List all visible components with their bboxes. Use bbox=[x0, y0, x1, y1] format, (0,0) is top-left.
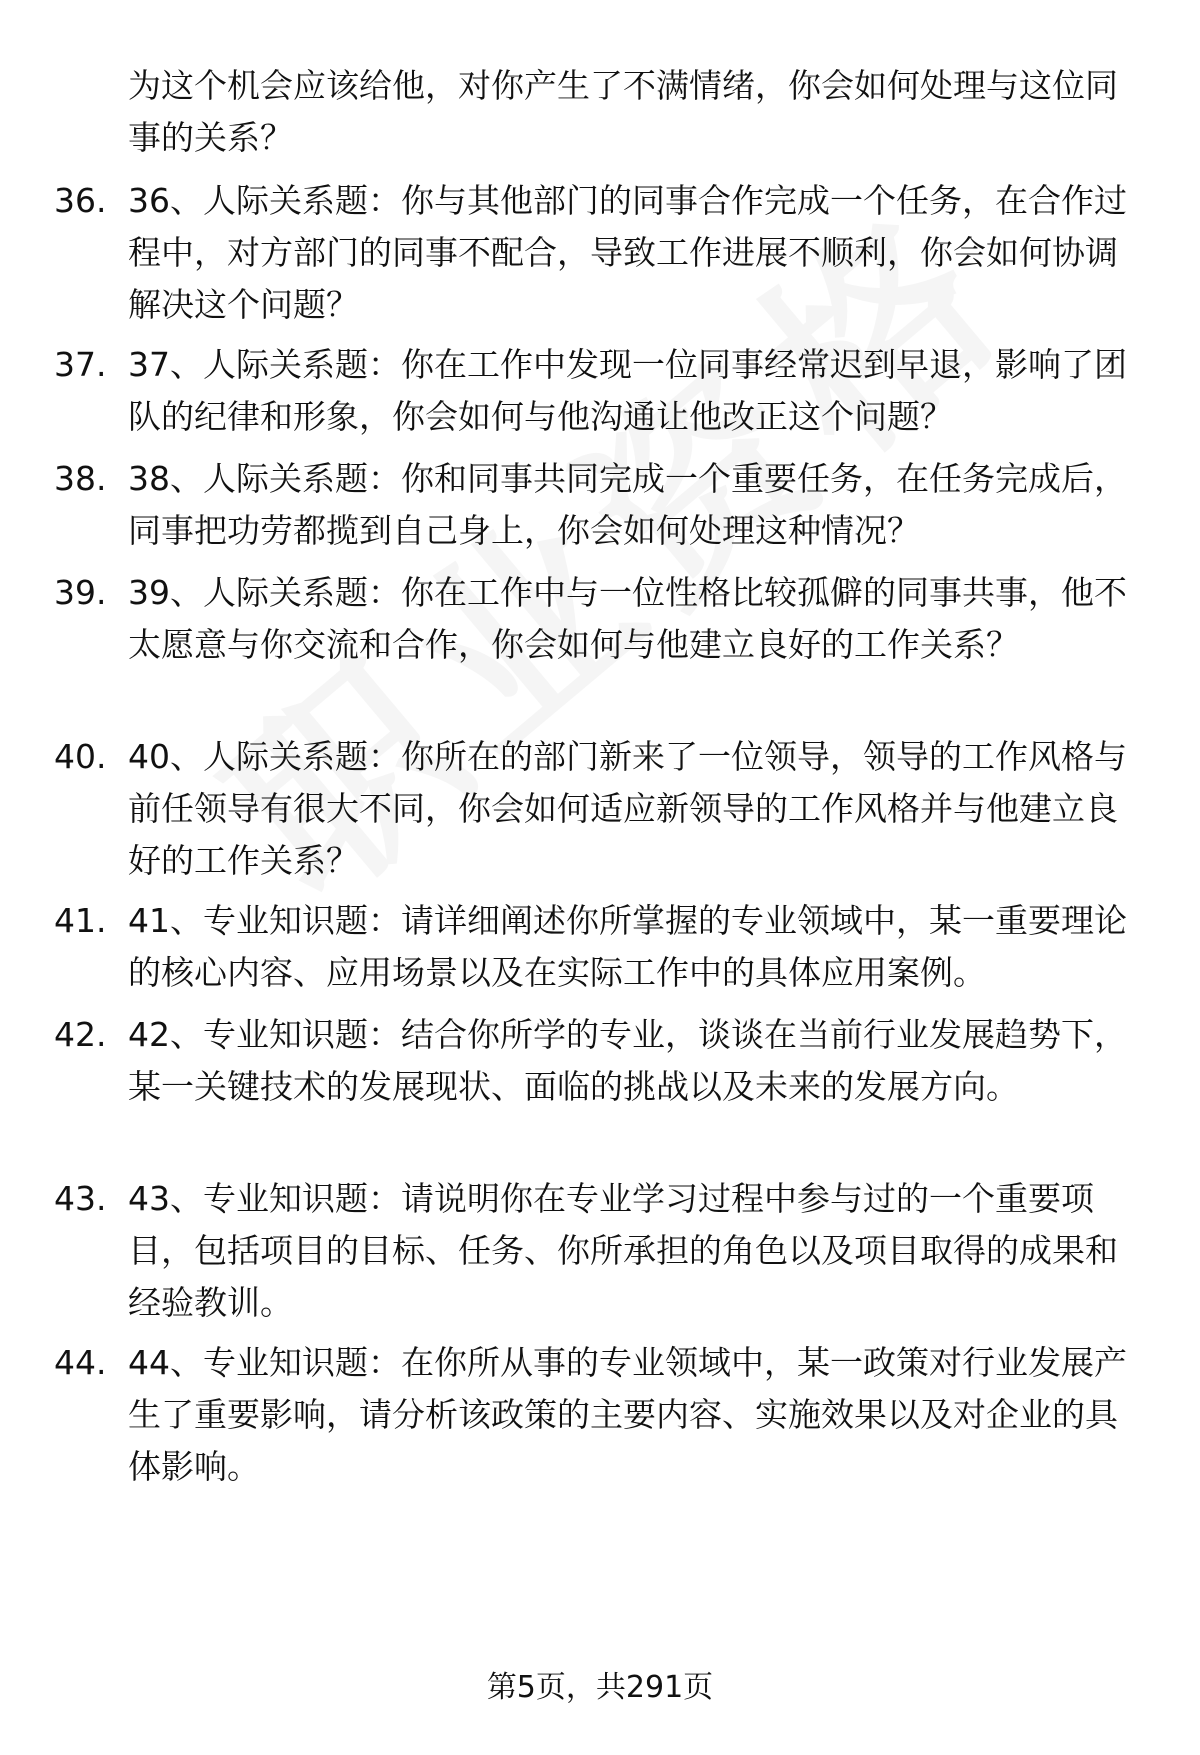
question-number: 44. bbox=[54, 1343, 107, 1382]
question-text: 43、专业知识题：请说明你在专业学习过程中参与过的一个重要项目，包括项目的目标、任务、你所承担的角色以及项目取得的成果和经验教训。 bbox=[128, 1179, 1118, 1322]
question-text: 44、专业知识题：在你所从事的专业领域中，某一政策对行业发展产生了重要影响，请分析该政策的主要内容、实施效果以及对企业的具体影响。 bbox=[128, 1343, 1127, 1486]
question-text: 39、人际关系题：你在工作中与一位性格比较孤僻的同事共事，他不太愿意与你交流和合作，你会如何与他建立良好的工作关系？ bbox=[128, 573, 1127, 664]
question-text: 38、人际关系题：你和同事共同完成一个重要任务，在任务完成后，同事把功劳都揽到自己身上，你会如何处理这种情况？ bbox=[128, 459, 1127, 550]
page-footer: 第5页，共291页 bbox=[486, 1670, 714, 1705]
question-number: 39. bbox=[54, 573, 107, 612]
question-number: 37. bbox=[54, 345, 107, 384]
question-number: 40. bbox=[54, 737, 107, 776]
question-number: 42. bbox=[54, 1015, 107, 1054]
question-text: 42、专业知识题：结合你所学的专业，谈谈在当前行业发展趋势下，某一关键技术的发展现状、面临的挑战以及未来的发展方向。 bbox=[128, 1015, 1127, 1106]
question-number: 36. bbox=[54, 181, 107, 220]
question-text: 37、人际关系题：你在工作中发现一位同事经常迟到早退，影响了团队的纪律和形象，你会如何与他沟通让他改正这个问题？ bbox=[128, 345, 1127, 436]
continuation-paragraph: 为这个机会应该给他，对你产生了不满情绪，你会如何处理与这位同事的关系？ bbox=[128, 66, 1118, 157]
question-number: 38. bbox=[54, 459, 107, 498]
question-text: 40、人际关系题：你所在的部门新来了一位领导，领导的工作风格与前任领导有很大不同，你会如何适应新领导的工作风格并与他建立良好的工作关系？ bbox=[128, 737, 1127, 880]
question-number: 41. bbox=[54, 901, 107, 940]
question-text: 36、人际关系题：你与其他部门的同事合作完成一个任务，在合作过程中，对方部门的同事不配合，导致工作进展不顺利，你会如何协调解决这个问题？ bbox=[128, 181, 1127, 324]
question-text: 41、专业知识题：请详细阐述你所掌握的专业领域中，某一重要理论的核心内容、应用场景以及在实际工作中的具体应用案例。 bbox=[128, 901, 1127, 992]
question-number: 43. bbox=[54, 1179, 107, 1218]
